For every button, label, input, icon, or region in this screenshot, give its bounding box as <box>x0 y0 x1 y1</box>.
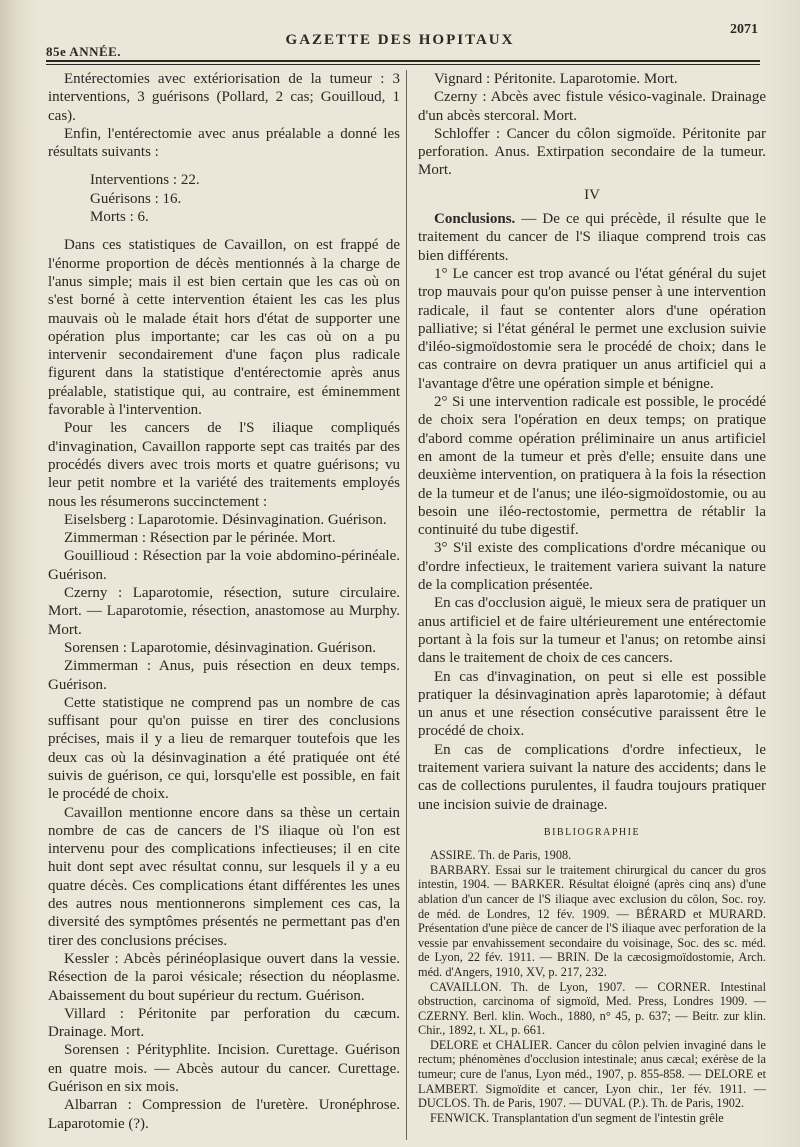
conclusion-item: En cas d'invagination, on peut si elle est possible pratiquer la désinvagination après laparotomie; à défaut un anus et une résection consécutive paraissent être le procédé de choix. <box>418 668 766 740</box>
stat-guerisons: Guérisons : 16. <box>90 190 182 207</box>
case-entry: Sorensen : Pérityphlite. Incision. Curettage. Guérison en quatre mois. — Abcès autour du cancer. Curettage. Guérison en six mois. <box>48 1042 400 1096</box>
case-entry: Zimmerman : Anus, puis résection en deux temps. Guérison. <box>48 658 400 693</box>
conclusions-intro: — De ce qui précède, il résulte que le traitement du cancer de l'S iliaque comprend trois cas bien différents. <box>418 211 766 264</box>
case-entry: Villard : Péritonite par perforation du cæcum. Drainage. Mort. <box>48 1005 400 1041</box>
stat-interventions: Interventions : 22. <box>90 172 200 189</box>
paragraph: Entérectomies avec extériorisation de la tumeur : 3 interventions, 3 guérisons (Pollard, 2 cas; Gouilloud, 1 cas). <box>48 71 400 124</box>
page-number: 2071 <box>730 22 758 37</box>
case-entry: Albarran : Compression de l'uretère. Uronéphrose. Laparotomie (?). <box>48 1097 400 1132</box>
conclusions-paragraph <box>418 210 766 265</box>
bibliography-entry: BARBARY. Essai sur le traitement chirurgical du cancer du gros intestin, 1904. — BARKER. Résultat éloigné (après cinq ans) d'une ablation d'un cancer de l'S iliaque avec exclusion du côlon, Soc. roy. de méd. de Londres, 12 fév. 1909. — BÉRARD et MURARD. Présentation d'une pièce de cancer de l'S iliaque avec perforation de la vessie par envahissement secondaire du voisinage, Soc. des sc. méd. de Lyon, 22 fév. 1911. — BRIN. De la cæcosigmoïdostomie, Arch. méd. d'Angers, 1910, XV, p. 217, 232. <box>418 862 766 979</box>
conclusions-label: Conclusions. <box>434 211 516 228</box>
conclusion-item: 1° Le cancer est trop avancé ou l'état général du sujet trop mauvais pour qu'on puisse penser à une intervention radicale, il faut se contenter alors d'une opération palliative; si l'état général le permet une exclusion suivie d'iléo-sigmoïdostomie sera le procédé de choix; dans le cas contraire on devra pratiquer un anus artificiel qui a l'avantage d'être une opération simple et bénigne. <box>418 265 766 392</box>
paragraph: Dans ces statistiques de Cavaillon, on est frappé de l'énorme proportion de décès mentionnés à la charge de l'anus simple; mais il est bien certain que les cas où on s'est borné à cette intervention étaient les cas les plus mauvais où le malade était hors d'état de supporter une opération plus importante; car les cas où on a pu intervenir secondairement d'une façon plus radicale figurent dans la statistique d'entérectomie après anus préalable, statistique qui, au contraire, est éminemment favorable à l'intervention. <box>48 237 400 419</box>
bibliography-entry: CAVAILLON. Th. de Lyon, 1907. — CORNER. Intestinal obstruction, carcinoma of sigmoïd, Med. Press, Londres 1909. — CZERNY. Berl. klin. Woch., 1880, n° 45, p. 637; — Beitr. zur klin. Chir., 1892, t. XL, p. 661. <box>418 979 766 1038</box>
paragraph: Enfin, l'entérectomie avec anus préalable a donné les résultats suivants : <box>48 125 400 161</box>
header-rule-thin <box>46 64 760 65</box>
journal-title: GAZETTE DES HOPITAUX <box>285 32 515 48</box>
left-column <box>48 70 400 1133</box>
header-rule-thick <box>46 60 760 62</box>
case-entry: Vignard : Péritonite. Laparotomie. Mort. <box>434 71 678 87</box>
bibliography-entry: DELORE et CHALIER. Cancer du côlon pelvien invaginé dans le rectum; phénomènes d'occlusion intestinale; anus cæcal; exérèse de la tumeur; cure de l'anus, Lyon méd., 1907, p. 855-858. — DELORE et LAMBERT. Sigmoïdite et cancer, Lyon chir., 1er fév. 1911. — DUCLOS. Th. de Paris, 1907. — DUVAL (P.). Th. de Paris, 1902. <box>418 1037 766 1111</box>
conclusion-item: 3° S'il existe des complications d'ordre mécanique ou d'ordre infectieux, le traitement variera suivant la nature de la complication présentée. <box>418 540 766 594</box>
bibliography-entry: ASSIRE. Th. de Paris, 1908. <box>430 848 572 863</box>
case-entry: Eiselsberg : Laparotomie. Désinvagination. Guérison. <box>64 511 387 528</box>
case-entry: Sorensen : Laparotomie, désinvagination. Guérison. <box>64 639 377 656</box>
case-entry: Czerny : Abcès avec fistule vésico-vaginale. Drainage d'un abcès stercoral. Mort. <box>418 89 766 124</box>
case-entry: Gouillioud : Résection par la voie abdomino-périnéale. Guérison. <box>48 548 400 583</box>
bibliography-entry: FENWICK. Transplantation d'un segment de l'intestin grêle <box>430 1110 724 1125</box>
bibliography-title: BIBLIOGRAPHIE <box>543 826 641 838</box>
paragraph: Cette statistique ne comprend pas un nombre de cas suffisant pour qu'on puisse en tirer des conclusions précises, mais il y a lieu de remarquer toutefois que les deux cas où la désinvagination a été pratiquée ont été suivis de guérison, ce qui, lorsqu'elle est possible, en fait le procédé de choix. <box>48 694 400 803</box>
case-entry: Czerny : Laparotomie, résection, suture circulaire. Mort. — Laparotomie, résection, anastomose au Murphy. Mort. <box>48 585 400 638</box>
conclusion-item: En cas d'occlusion aiguë, le mieux sera de pratiquer un anus artificiel et de faire ultérieurement une entérectomie portant à la fois sur la tumeur et l'anus; on retombe ainsi dans le traitement de choix de ces cancers. <box>418 595 766 667</box>
bibliography <box>418 848 766 1125</box>
stat-morts: Morts : 6. <box>90 209 149 226</box>
case-entry: Schloffer : Cancer du côlon sigmoïde. Péritonite par perforation. Anus. Extirpation secondaire de la tumeur. Mort. <box>418 125 766 179</box>
column-separator <box>406 70 407 1140</box>
year-label: 85e ANNÉE. <box>46 44 122 59</box>
section-number: IV <box>584 186 600 203</box>
right-column <box>418 70 766 1125</box>
paragraph: Cavaillon mentionne encore dans sa thèse un certain nombre de cas de cancers de l'S iliaque où l'on est intervenu pour des complications infectieuses; il en cite huit dont sept avec résultat connu, sur lesquels il y a eu quatre décès. Ces complications étant différentes les unes des autres nous mentionnerons simplement ces cas, la diversité des symptômes présentés ne permettant pas d'en tirer des conclusions précises. <box>48 804 400 949</box>
case-entry: Zimmerman : Résection par le périnée. Mort. <box>64 530 336 547</box>
case-entry: Kessler : Abcès périnéoplasique ouvert dans la vessie. Résection de la paroi vésicale; résection du néoplasme. Abaissement du bout supérieur du rectum. Guérison. <box>48 950 400 1004</box>
paragraph: Pour les cancers de l'S iliaque compliqués d'invagination, Cavaillon rapporte sept cas traités par des procédés divers avec trois morts et quatre guérisons; vu leur petit nombre et la variété des traitements employés nous les résumerons succinctement : <box>48 420 400 510</box>
conclusion-item: 2° Si une intervention radicale est possible, le procédé de choix sera l'opération en deux temps; on pratique d'abord comme opération préliminaire un anus artificiel en amont de la tumeur et près d'elle; ensuite dans une deuxième intervention, on pratiquera à la fois la résection de la tumeur et de l'anus; une iléo-sigmoïdostomie, ou au besoin une iléo-rectostomie, permettra de rétablir la continuité du tube digestif. <box>418 394 766 539</box>
conclusion-item: En cas de complications d'ordre infectieux, le traitement variera suivant la nature des accidents; dans le cas de collections purulentes, il faudra toujours pratiquer une incision suivie de drainage. <box>418 741 766 813</box>
